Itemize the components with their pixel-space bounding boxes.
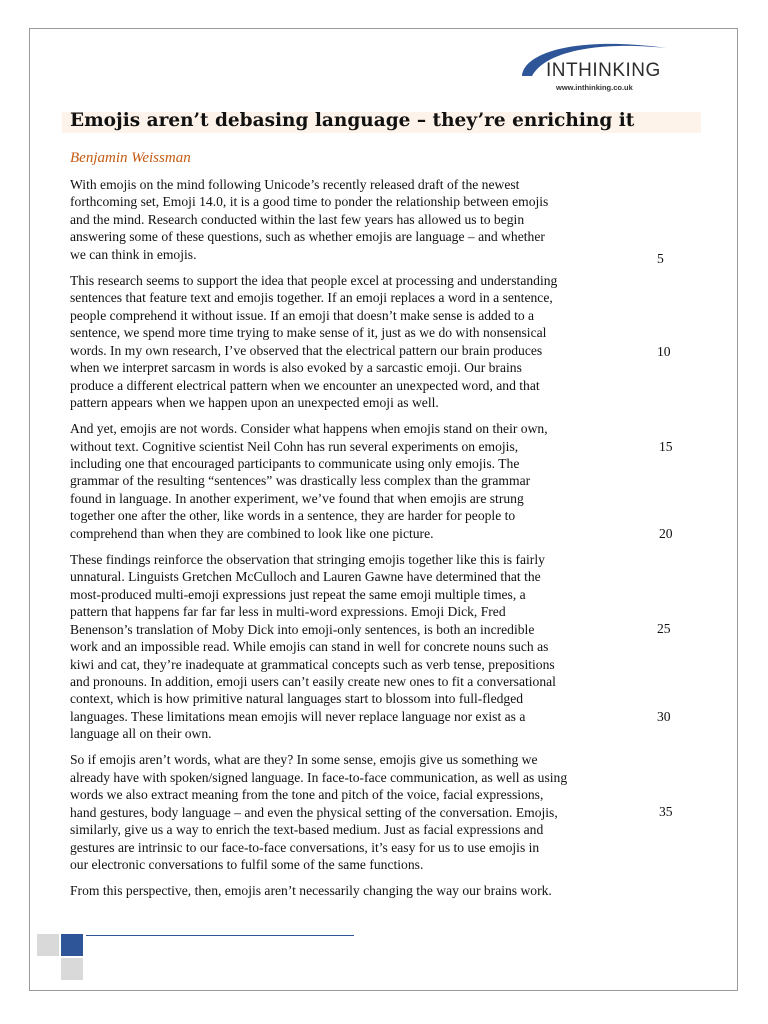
text-line: kiwi and cat, they’re inadequate at grammatical concepts such as verb tense, prepositions — [70, 656, 555, 672]
text-line: languages. These limitations mean emojis will never replace language nor exist as a — [70, 708, 526, 724]
text-line: already have with spoken/signed language. In face-to-face communication, as well as using — [70, 769, 568, 785]
line-number: 10 — [657, 344, 671, 359]
text-line: and pronouns. In addition, emoji users can’t easily create new ones to fit a conversational — [70, 674, 556, 690]
text-line: including one that encouraged participants to communicate using only emojis. The — [70, 455, 520, 471]
footer-square-accent — [61, 934, 83, 956]
line-number: 20 — [659, 526, 673, 541]
text-line: pattern that happens far far far less in multi-word expressions. Emoji Dick, Fred — [70, 604, 506, 620]
line-number: 30 — [657, 709, 671, 724]
line-number: 5 — [657, 251, 664, 266]
inthinking-logo — [518, 38, 668, 94]
text-line: similarly, give us a way to enrich the text-based medium. Just as facial expressions and — [70, 822, 544, 838]
text-line: context, which is how primitive natural languages start to blossom into full-fledged — [70, 691, 524, 707]
text-line: With emojis on the mind following Unicode’s recently released draft of the newest — [70, 177, 520, 192]
paragraph — [70, 176, 630, 263]
footer-rule — [86, 935, 354, 936]
text-line: pattern appears when we happen upon an unexpected emoji as well. — [70, 395, 439, 411]
text-line: words we also extract meaning from the tone and pitch of the voice, facial expressions, — [70, 787, 544, 803]
text-line: words. In my own research, I’ve observed that the electrical pattern our brain produces — [70, 342, 543, 358]
text-line: sentence, we spend more time trying to make sense of it, just as we do with nonsensical — [70, 325, 547, 341]
text-line: unnatural. Linguists Gretchen McCulloch and Lauren Gawne have determined that the — [70, 569, 541, 585]
paragraph — [70, 882, 630, 899]
text-line: answering some of these questions, such as whether emojis are language – and whether — [70, 229, 545, 245]
footer-square — [61, 958, 83, 980]
text-line: work and an impossible read. While emojis can stand in well for concrete nouns such as — [70, 639, 549, 655]
paragraph — [70, 272, 630, 412]
text-line: found in language. In another experiment, we’ve found that when emojis are strung — [70, 490, 524, 506]
text-line: gestures are intrinsic to our face-to-face conversations, it’s easy for us to use emojis in — [70, 839, 540, 855]
text-line: Benenson’s translation of Moby Dick into emoji-only sentences, is both an incredible — [70, 621, 535, 637]
text-line: comprehend than when they are combined to look like one picture. — [70, 525, 434, 541]
text-line: most-produced multi-emoji expressions just repeat the same emoji multiple times, a — [70, 586, 526, 602]
paragraph — [70, 751, 630, 873]
text-line: From this perspective, then, emojis aren’t necessarily changing the way our brains work. — [70, 883, 552, 899]
text-line: And yet, emojis are not words. Consider what happens when emojis stand on their own, — [70, 421, 548, 437]
text-line: produce a different electrical pattern when we encounter an unexpected word, and that — [70, 377, 540, 393]
footer-square — [37, 934, 59, 956]
text-line: together one after the other, like words in a sentence, they are harder for people to — [70, 508, 516, 524]
line-number: 25 — [657, 621, 671, 636]
article-title: Emojis aren’t debasing language – they’re enriching it — [70, 110, 635, 131]
line-number: 35 — [659, 804, 673, 819]
text-line: our electronic conversations to fulfil some of the same functions. — [70, 857, 424, 873]
paragraph — [70, 420, 630, 542]
text-line: These findings reinforce the observation that stringing emojis together like this is fairly — [70, 551, 545, 567]
text-line: language all on their own. — [70, 726, 212, 742]
article-author: Benjamin Weissman — [70, 150, 191, 166]
text-line: we can think in emojis. — [70, 246, 197, 262]
text-line: forthcoming set, Emoji 14.0, it is a good time to ponder the relationship between emojis — [70, 194, 549, 210]
text-line: sentences that feature text and emojis together. If an emoji replaces a word in a sentence, — [70, 290, 553, 306]
text-line: when we interpret sarcasm in words is also evoked by a sarcastic emoji. Our brains — [70, 360, 522, 376]
article-body — [70, 176, 630, 908]
line-number: 15 — [659, 439, 673, 454]
text-line: people comprehend it without issue. If an emoji that doesn’t make sense is added to a — [70, 307, 535, 323]
text-line: This research seems to support the idea that people excel at processing and understanding — [70, 272, 558, 288]
text-line: hand gestures, body language – and even the physical setting of the conversation. Emojis, — [70, 804, 558, 820]
text-line: grammar of the resulting “sentences” was drastically less complex than the grammar — [70, 473, 531, 489]
text-line: and the mind. Research conducted within the last few years has allowed us to begin — [70, 211, 525, 227]
text-line: without text. Cognitive scientist Neil Cohn has run several experiments on emojis, — [70, 438, 519, 454]
logo-wordmark: INTHINKING — [546, 60, 661, 81]
paragraph — [70, 551, 630, 743]
text-line: So if emojis aren’t words, what are they? In some sense, emojis give us something we — [70, 752, 538, 768]
logo-url: www.inthinking.co.uk — [556, 83, 633, 92]
